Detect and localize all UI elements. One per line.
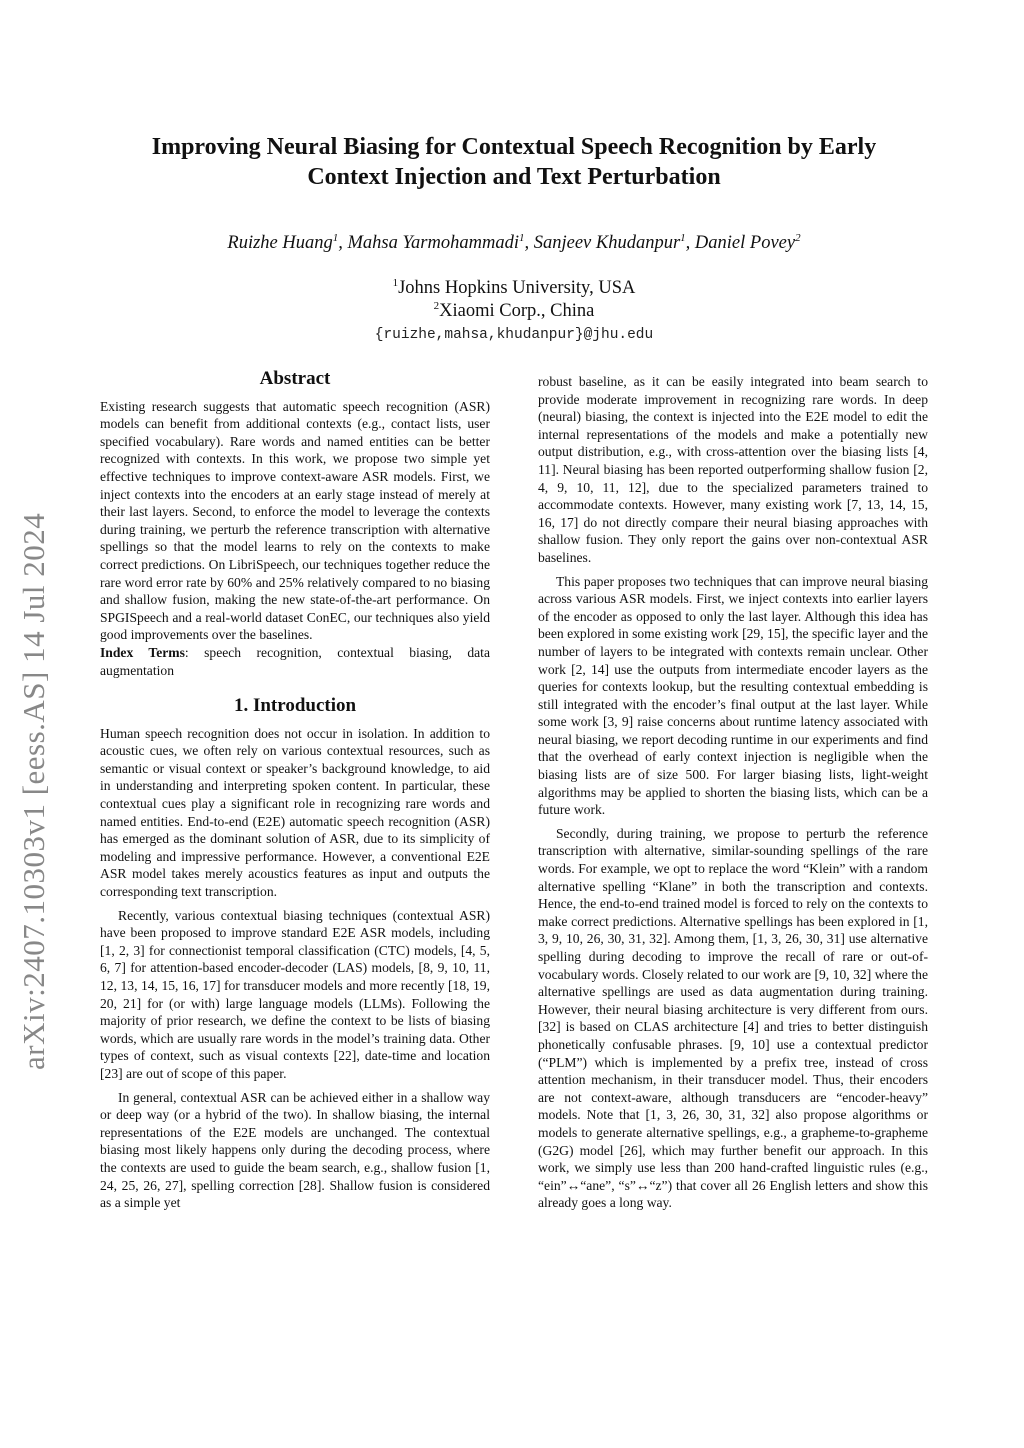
intro-heading: 1. Introduction: [233, 695, 357, 717]
author: Sanjeev Khudanpur$^1$,: [533, 232, 695, 253]
title-line-2: Context Injection and Text Perturbation: [307, 164, 721, 190]
paper-title: [100, 132, 928, 192]
paragraph: In general, contextual ASR can be achieved either in a shallow way or deep way (or a hybrid of the two). In shallow biasing, the internal representations of the E2E models are unchanged. The contextual biasing most likely happens only during the decoding process, where the contexts are used to guide the beam search, e.g., shallow fusion [1, 24, 25, 26, 27], spelling correction [28]. Shallow fusion is considered as a simple yet: [100, 1089, 490, 1211]
author: Mahsa Yarmohammadi$^1$,: [347, 232, 534, 253]
left-column: [100, 370, 490, 1212]
author: Daniel Povey$^2$: [694, 232, 801, 253]
index-terms: [100, 644, 490, 679]
index-terms-text: : speech recognition, contextual biasing, data augmentation: [100, 644, 490, 678]
paragraph: robust baseline, as it can be easily integrated into beam search to provide moderate improvement in recognizing rare words. In deep (neural) biasing, the context is injected into the E2E model to edit the internal representations of the models and make a potentially new output distribution, e.g., with cross-attention over the biasing lists [4, 11]. Neural biasing has been reported outperforming shallow fusion [2, 4, 9, 10, 11, 12], due to the specialized parameters trained to accommodate contexts. However, many existing work [7, 13, 14, 15, 16, 17] do not directly compare their neural biasing approaches with shallow fusion. They only report the gains over non-contextual ASR baselines.: [538, 374, 928, 565]
paragraph: This paper proposes two techniques that can improve neural biasing across various ASR models. First, we inject contexts into earlier layers of the encoder as opposed to only the last layer. Although this idea has been explored in some existing work [29, 15], the specific layer and the number of layers to be integrated with contexts remain unclear. Other work [2, 14] use the outputs from intermediate encoder layers as the queries for contexts lookup, but the resulting contextual embedding is still integrated with the encoder’s final output at the last layer. While some work [3, 9] raise concerns about runtime latency associated with neural biasing, we report decoding runtime in our experiments and find that the overhead of early context injection is negligible when the biasing lists are of size 500. For larger biasing lists, light-weight algorithms may be applied to shorten the biasing lists, which can be a future work.: [538, 573, 928, 818]
paragraph: Human speech recognition does not occur in isolation. In addition to acoustic cues, we often rely on various contextual resources, such as semantic or visual context or speaker’s background knowledge, to aid in understanding and interpreting spoken content. In particular, these contextual cues play a significant role in recognizing rare words and named entities. End-to-end (E2E) automatic speech recognition (ASR) has emerged as the dominant solution of ASR, due to its simplicity of modeling and impressive performance. However, a conventional E2E ASR model takes merely acoustics features as input and outputs the corresponding text transcription.: [100, 725, 490, 900]
title-line-1: Improving Neural Biasing for Contextual Speech Recognition by Early: [151, 134, 877, 160]
email-address: {ruizhe,mahsa,khudanpur}@jhu.edu: [374, 327, 654, 343]
paragraph: Recently, various contextual biasing techniques (contextual ASR) have been proposed to improve standard E2E ASR models, including [1, 2, 3] for connectionist temporal classification (CTC) models, [4, 5, 6, 7] for attention-based encoder-decoder (LAS) models, [8, 9, 10, 11, 12, 13, 14, 15, 16, 17] for transducer models and more recently [18, 19, 20, 21] for (or with) large language models (LLMs). Following the majority of prior research, we define the context to be lists of biasing words, which are usually rare words in the model’s training data. Other types of context, such as visual contexts [22], date-time and location [23] are out of scope of this paper.: [100, 907, 490, 1081]
paragraph: Secondly, during training, we propose to perturb the reference transcription with alternative, similar-sounding spellings of the rare words. For example, we opt to replace the word “Klein” with a random alternative spelling “Klane” in both the transcription and contexts. Hence, the end-to-end trained model is forced to rely on the contexts to make correct predictions. Alternative spellings has been explored in [1, 3, 9, 10, 26, 30, 31, 32]. Among them, [1, 3, 26, 30, 31] use alternative spelling during decoding to improve the recall of rare or out-of-vocabulary words. Closely related to our work are [9, 10, 32] where the alternative spellings are used as data augmentation during training. However, their neural biasing architecture is very different from ours. [32] is based on CLAS architecture [4] and tries to better distinguish phonetically confusable phrases. [9, 10] use a contextual predictor (“PLM”) which is implemented by a prefix tree, instead of cross attention mechanism, in their transducer model. Thus, their encoders are not context-aware, although transducers are “encoder-heavy” models. Note that [1, 3, 26, 30, 31, 32] also propose algorithms or models to generate alternative spellings, e.g., a grapheme-to-grapheme (G2G) model [26], which may further benefit our approach. In this work, we simply use less than 200 hand-crafted linguistic rules (e.g., “ein”↔“ane”, “s”↔“z”) that cover all 26 English letters and show this already goes a long way.: [538, 825, 928, 1211]
index-terms-label: Index Terms: [100, 644, 185, 660]
affiliations: [100, 277, 928, 323]
right-column: [538, 373, 928, 1212]
affiliation: $^2$Xiaomi Corp., China: [433, 300, 595, 321]
author-list: [100, 233, 928, 254]
affiliation: $^1$Johns Hopkins University, USA: [392, 277, 636, 298]
author: Ruizhe Huang$^1$,: [227, 232, 348, 253]
abstract-heading: Abstract: [259, 368, 331, 389]
abstract-text: Existing research suggests that automatic speech recognition (ASR) models can benefit from additional contexts (e.g., contact lists, user specified vocabulary). Rare words and named entities can be better recognized with contexts. In this work, we propose two simple yet effective techniques to improve context-aware ASR models. First, we inject contexts into the encoders at an early stage instead of merely at their last layers. Second, to enforce the model to leverage the contexts during training, we perturb the reference transcription with alternative spellings so that the model learns to rely on the contexts to make correct predictions. On LibriSpeech, our techniques together reduce the rare word error rate by 60% and 25% relatively compared to no biasing and shallow fusion, making the new state-of-the-art performance. On SPGISpeech and a real-world dataset ConEC, our techniques also yield good improvements over the baselines.: [100, 398, 490, 643]
arxiv-stamp: arXiv:2407.10303v1 [eess.AS] 14 Jul 2024: [16, 512, 51, 1070]
